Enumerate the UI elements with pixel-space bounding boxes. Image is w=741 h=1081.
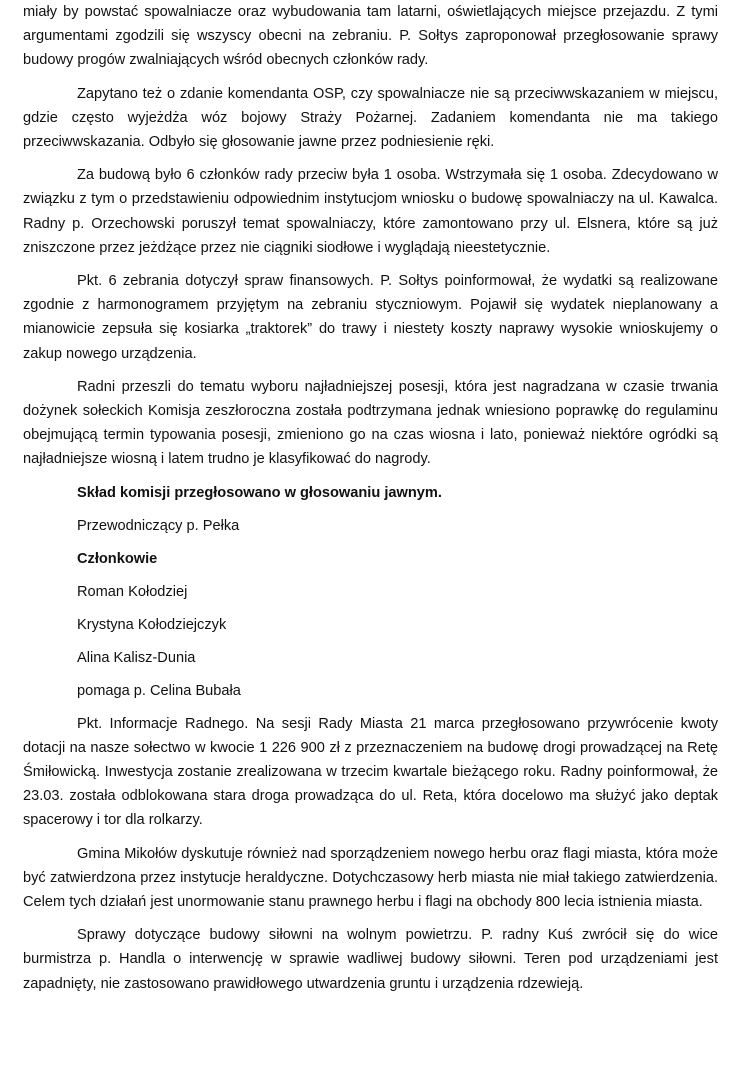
- paragraph: Pkt. 6 zebrania dotyczył spraw finansowych. P. Sołtys poinformował, że wydatki są realizowane zgodnie z harmonogramem przyjętym na zebraniu styczniowym. Pojawił się wydatek nieplanowany a mianowicie zepsuła się kosiarka „traktorek” do trawy i niestety koszty naprawy wysokie wnioskujemy o zakup nowego urządzenia.: [23, 273, 718, 362]
- paragraph: Gmina Mikołów dyskutuje również nad sporządzeniem nowego herbu oraz flagi miasta, która może być zatwierdzona przez instytucje heraldyczne. Dotychczasowy herb miasta nie miał takiego zatwierdzenia. Celem tych działań jest unormowanie stanu prawnego herbu i flagi na obchody 800 lecia istnienia miasta.: [23, 845, 718, 911]
- committee-member: Alina Kalisz-Dunia: [77, 649, 196, 666]
- committee-section: [23, 481, 718, 703]
- paragraph: Radni przeszli do tematu wyboru najładniejszej posesji, która jest nagradzana w czasie trwania dożynek sołeckich Komisja zeszłoroczna została podtrzymana jednak wniesiono poprawkę do regulaminu obejmującą termin typowania posesji, zmieniono go na czas wiosna i lato, ponieważ niektóre ogródki są najładniejsze wiosną i latem trudno je klasyfikować do nagrody.: [23, 378, 718, 468]
- paragraph: Sprawy dotyczące budowy siłowni na wolnym powietrzu. P. radny Kuś zwrócił się do wice burmistrza p. Handla o interwencję w sprawie wadliwej budowy siłowni. Teren pod urządzeniami jest zapadnięty, nie zastosowano prawidłowego utwardzenia gruntu i urządzenia rdzewieją.: [23, 927, 718, 992]
- members-heading: Członkowie: [77, 550, 158, 567]
- committee-member: pomaga p. Celina Bubała: [77, 682, 241, 699]
- committee-heading: Skład komisji przegłosowano w głosowaniu jawnym.: [77, 484, 442, 501]
- committee-member: Roman Kołodziej: [77, 583, 188, 600]
- paragraph: miały by powstać spowalniacze oraz wybudowania tam latarni, oświetlających miejsce przejazdu. Z tymi argumentami zgodzili się wszyscy obecni na zebraniu. P. Sołtys zaproponował przegłosowanie sprawy budowy progów zwalniających wśród obecnych członków rady.: [23, 4, 718, 69]
- paragraph: Zapytano też o zdanie komendanta OSP, czy spowalniacze nie są przeciwwskazaniem w miejscu, gdzie często wyjeżdża wóz bojowy Straży Pożarnej. Zadaniem komendanta nie ma takiego przeciwwskazania. Odbyło się głosowanie jawne przez podniesienie ręki.: [23, 85, 718, 151]
- committee-chair: Przewodniczący p. Pełka: [77, 517, 240, 534]
- paragraph: Pkt. Informacje Radnego. Na sesji Rady Miasta 21 marca przegłosowano przywrócenie kwoty dotacji na nasze sołectwo w kwocie 1 226 900 zł z przeznaczeniem na budowę drogi prowadzącej na Retę Śmiłowicką. Inwestycja zostanie zrealizowana w trzecim kwartale bieżącego roku. Radny poinformował, że 23.03. została odblokowana stara droga prowadząca do ul. Reta, która docelowo ma służyć jako deptak spacerowy i tor dla rolkarzy.: [23, 715, 718, 829]
- committee-member: Krystyna Kołodziejczyk: [77, 616, 227, 633]
- paragraph: Za budową było 6 członków rady przeciw była 1 osoba. Wstrzymała się 1 osoba. Zdecydowano w związku z tym o przedstawieniu odpowiednim instytucjom wniosku o budowę spowalniaczy na ul. Kawalca. Radny p. Orzechowski poruszył temat spowalniaczy, które zamontowano przy ul. Elsnera, które są już zniszczone przez jeżdżące przez nie ciągniki siodłowe i wyglądają nieestetycznie.: [23, 167, 718, 256]
